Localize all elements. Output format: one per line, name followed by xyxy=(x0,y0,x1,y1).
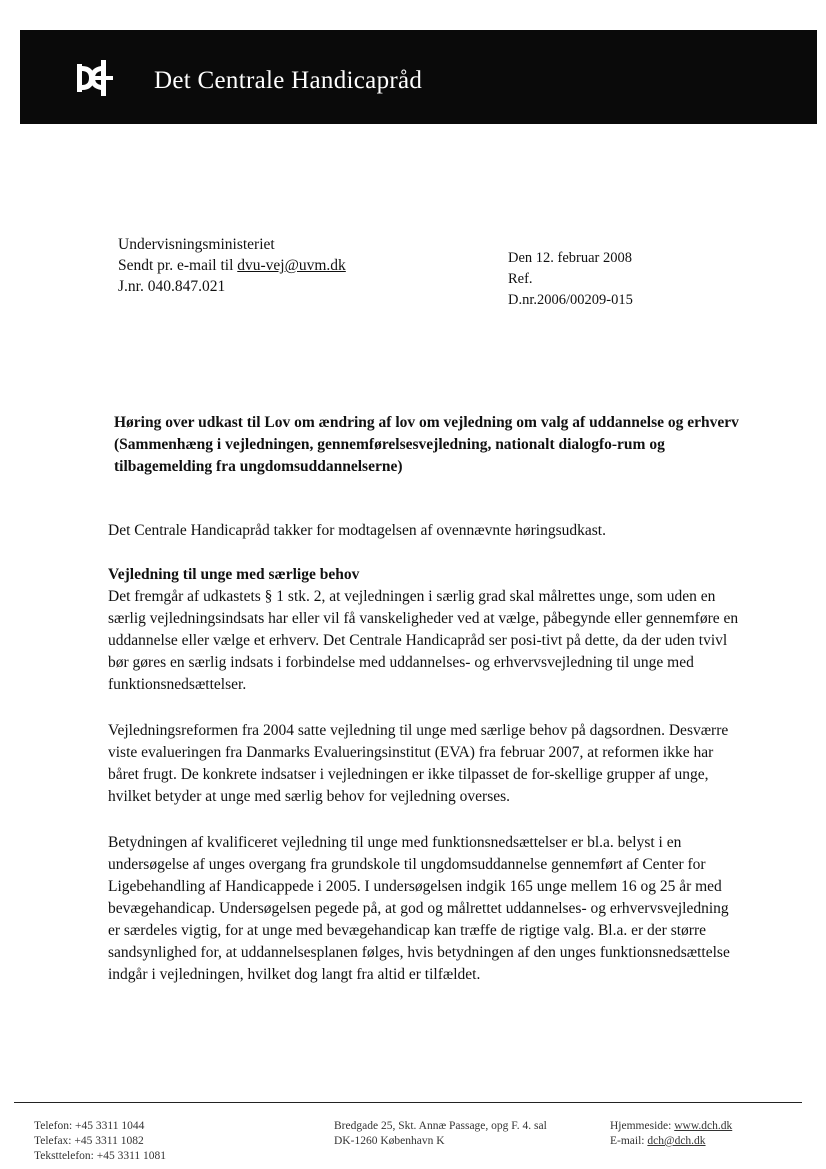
footer-fax: Telefax: +45 3311 1082 xyxy=(34,1135,144,1147)
footer-email-line xyxy=(610,1134,732,1149)
journal-number: J.nr. 040.847.021 xyxy=(118,278,226,295)
footer-phone: Telefon: +45 3311 1044 xyxy=(34,1120,145,1132)
footer-postal-city: DK-1260 København K xyxy=(334,1135,445,1147)
footer-email-link[interactable]: dch@dch.dk xyxy=(647,1135,706,1147)
footer-website-line xyxy=(610,1119,732,1134)
recipient-email-link[interactable]: dvu-vej@uvm.dk xyxy=(237,257,346,274)
section-body xyxy=(108,564,740,696)
footer-text-phone: Teksttelefon: +45 3311 1081 xyxy=(34,1150,167,1162)
section-heading: Vejledning til unge med særlige behov xyxy=(108,566,360,583)
paragraph: Det fremgår af udkastets § 1 stk. 2, at vejledningen i særlig grad skal målrettes unge, som uden en særlig vejledningsindsats har eller vil få vanskeligheder ved at vælge, påbegynde eller gennemføre en uddannelse eller vælge et erhverv. Det Centrale Handicapråd ser posi-tivt på dette, da der uden tvivl bør gøres en særlig indsats i forbindelse med uddannelses- og erhvervsvejledning til unge med funktionsnedsættelser. xyxy=(108,588,739,693)
footer-website-label: Hjemmeside: xyxy=(610,1120,675,1132)
organization-name: Det Centrale Handicapråd xyxy=(154,67,423,94)
footer-website-link[interactable]: www.dch.dk xyxy=(674,1120,733,1132)
date-reference-block xyxy=(508,248,633,311)
footer-divider xyxy=(14,1102,802,1103)
sent-by-email-label: Sendt pr. e-mail til xyxy=(118,257,238,274)
intro-paragraph: Det Centrale Handicapråd takker for modtagelsen af ovennævnte høringsudkast. xyxy=(108,522,606,539)
case-number: D.nr.2006/00209-015 xyxy=(508,292,633,308)
footer-address-column xyxy=(334,1119,547,1149)
footer-street-address: Bredgade 25, Skt. Annæ Passage, opg F. 4. sal xyxy=(334,1120,547,1132)
footer-contact-column xyxy=(610,1119,732,1149)
footer-phone-column xyxy=(34,1119,166,1164)
recipient-name: Undervisningsministeriet xyxy=(118,236,275,253)
recipient-block xyxy=(118,234,346,297)
sent-by-email-line xyxy=(118,255,346,276)
reference-label: Ref. xyxy=(508,271,533,287)
footer-email-label: E-mail: xyxy=(610,1135,648,1147)
letterhead-banner xyxy=(20,30,817,124)
paragraph: Vejledningsreformen fra 2004 satte vejledning til unge med særlige behov på dagsordnen. Desværre viste evalueringen fra Danmarks Evalueringsinstitut (EVA) fra februar 2007, at reformen ikke har båret frugt. De konkrete indsatser i vejledningen er ikke tilpasset de for-skellige grupper af unge, hvilket betyder at unge med særlig behov for vejledning overses. xyxy=(108,722,729,805)
dch-logo-icon xyxy=(74,58,114,98)
paragraph: Betydningen af kvalificeret vejledning til unge med funktionsnedsættelser er bl.a. belyst i en undersøgelse af unges overgang fra grundskole til ungdomsuddannelse gennemført af Center for Ligebehandling af Handicappede i 2005. I undersøgelsen indgik 165 unge mellem 16 og 25 år med bevægehandicap. Undersøgelsen pegede på, at god og målrettet uddannelses- og erhvervsvejledning er særdeles vigtig, for at unge med bevægehandicap kan træffe de rigtige valg. Bl.a. er der større sandsynlighed for, at uddannelsesplanen følges, hvis betydningen af den unges funktionsnedsættelse indgår i vejledningen, hvilket dog langt fra altid er tilfældet. xyxy=(108,834,730,983)
letter-subject: Høring over udkast til Lov om ændring af lov om vejledning om valg af uddannelse og erhverv (Sammenhæng i vejledningen, gennemførelsesvejledning, nationalt dialogfo-rum og tilbagemelding fra ungdomsuddannelserne) xyxy=(114,414,739,475)
letter-date: Den 12. februar 2008 xyxy=(508,250,633,266)
